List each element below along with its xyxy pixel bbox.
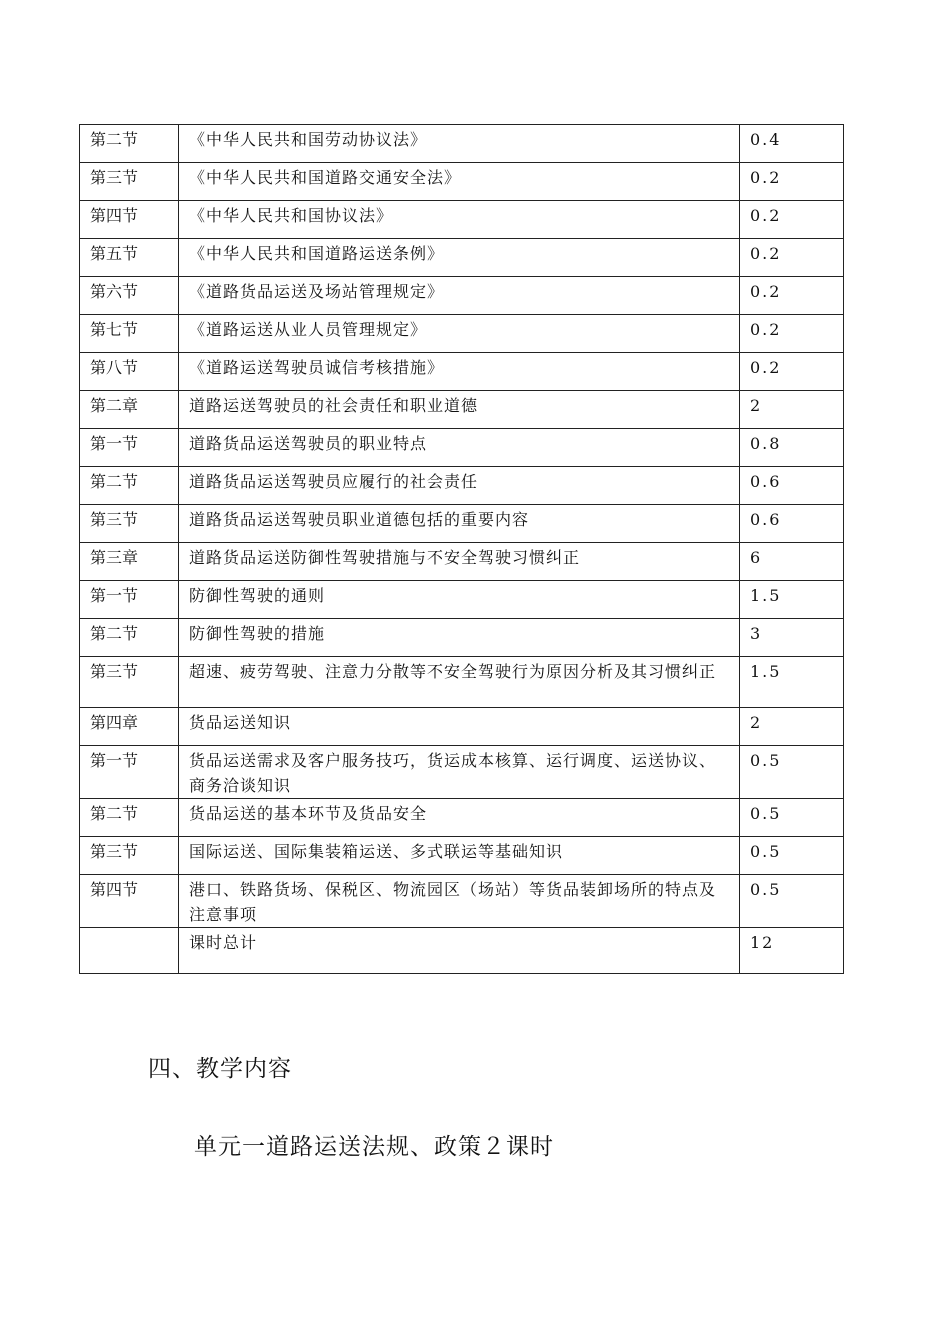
hours-cell: 0.5: [740, 875, 844, 928]
total-label-cell: 课时总计: [179, 928, 740, 974]
title-cell: 防御性驾驶的措施: [179, 619, 740, 657]
total-hours-cell: 12: [740, 928, 844, 974]
hours-cell: 2: [740, 391, 844, 429]
hours-cell: 0.2: [740, 163, 844, 201]
hours-cell: 1.5: [740, 657, 844, 708]
hours-cell: 0.2: [740, 277, 844, 315]
section-cell: 第一节: [80, 429, 179, 467]
table-row: [80, 467, 844, 505]
table-row: [80, 837, 844, 875]
section-heading: 四、教学内容: [148, 1056, 292, 1082]
section-cell: 第七节: [80, 315, 179, 353]
section-cell: 第三节: [80, 837, 179, 875]
table-row: [80, 315, 844, 353]
section-cell: 第二节: [80, 125, 179, 163]
hours-cell: 0.5: [740, 746, 844, 799]
table-row: [80, 708, 844, 746]
section-cell: 第二节: [80, 799, 179, 837]
section-cell: 第五节: [80, 239, 179, 277]
hours-cell: 0.2: [740, 201, 844, 239]
title-cell: 港口、铁路货场、保税区、物流园区（场站）等货品装卸场所的特点及注意事项: [179, 875, 740, 928]
title-cell: 防御性驾驶的通则: [179, 581, 740, 619]
section-cell: 第三节: [80, 163, 179, 201]
hours-cell: 2: [740, 708, 844, 746]
section-cell: 第八节: [80, 353, 179, 391]
section-cell: 第四节: [80, 201, 179, 239]
section-cell: 第一节: [80, 746, 179, 799]
title-cell: 《道路运送从业人员管理规定》: [179, 315, 740, 353]
section-cell: 第四章: [80, 708, 179, 746]
title-cell: 《中华人民共和国道路运送条例》: [179, 239, 740, 277]
hours-cell: 1.5: [740, 581, 844, 619]
hours-cell: 0.6: [740, 467, 844, 505]
title-cell: 超速、疲劳驾驶、注意力分散等不安全驾驶行为原因分析及其习惯纠正: [179, 657, 740, 708]
hours-cell: 0.2: [740, 239, 844, 277]
table-row: [80, 353, 844, 391]
section-cell: 第三节: [80, 657, 179, 708]
section-cell: 第二节: [80, 619, 179, 657]
title-cell: 《中华人民共和国劳动协议法》: [179, 125, 740, 163]
title-cell: 货品运送需求及客户服务技巧，货运成本核算、运行调度、运送协议、商务洽谈知识: [179, 746, 740, 799]
unit-title: 单元一道路运送法规、政策２课时: [194, 1134, 554, 1160]
table-row: [80, 581, 844, 619]
section-cell: 第二节: [80, 467, 179, 505]
table-row: [80, 125, 844, 163]
table-row: [80, 391, 844, 429]
table-row: [80, 505, 844, 543]
table-row: [80, 429, 844, 467]
hours-cell: 0.5: [740, 837, 844, 875]
title-cell: 道路货品运送防御性驾驶措施与不安全驾驶习惯纠正: [179, 543, 740, 581]
section-cell: 第二章: [80, 391, 179, 429]
title-cell: 《道路货品运送及场站管理规定》: [179, 277, 740, 315]
title-cell: 道路货品运送驾驶员应履行的社会责任: [179, 467, 740, 505]
table-row: [80, 163, 844, 201]
table-row: [80, 619, 844, 657]
hours-cell: 3: [740, 619, 844, 657]
section-cell: 第三节: [80, 505, 179, 543]
title-cell: 货品运送知识: [179, 708, 740, 746]
table-row: [80, 201, 844, 239]
table-row: [80, 799, 844, 837]
title-cell: 《中华人民共和国道路交通安全法》: [179, 163, 740, 201]
hours-cell: 0.8: [740, 429, 844, 467]
table-row: [80, 239, 844, 277]
table-row: [80, 657, 844, 708]
total-row: [80, 928, 844, 974]
title-cell: 道路运送驾驶员的社会责任和职业道德: [179, 391, 740, 429]
table-row: [80, 543, 844, 581]
hours-cell: 6: [740, 543, 844, 581]
title-cell: 国际运送、国际集装箱运送、多式联运等基础知识: [179, 837, 740, 875]
hours-cell: 0.6: [740, 505, 844, 543]
section-cell: 第四节: [80, 875, 179, 928]
title-cell: 道路货品运送驾驶员的职业特点: [179, 429, 740, 467]
title-cell: 道路货品运送驾驶员职业道德包括的重要内容: [179, 505, 740, 543]
title-cell: 货品运送的基本环节及货品安全: [179, 799, 740, 837]
section-cell: 第一节: [80, 581, 179, 619]
section-cell: 第六节: [80, 277, 179, 315]
section-cell: [80, 928, 179, 974]
table-row: [80, 277, 844, 315]
table-row: [80, 875, 844, 928]
hours-cell: 0.2: [740, 315, 844, 353]
hours-cell: 0.4: [740, 125, 844, 163]
hours-cell: 0.5: [740, 799, 844, 837]
course-hours-table: [79, 124, 844, 974]
title-cell: 《道路运送驾驶员诚信考核措施》: [179, 353, 740, 391]
hours-cell: 0.2: [740, 353, 844, 391]
section-cell: 第三章: [80, 543, 179, 581]
table-row: [80, 746, 844, 799]
title-cell: 《中华人民共和国协议法》: [179, 201, 740, 239]
